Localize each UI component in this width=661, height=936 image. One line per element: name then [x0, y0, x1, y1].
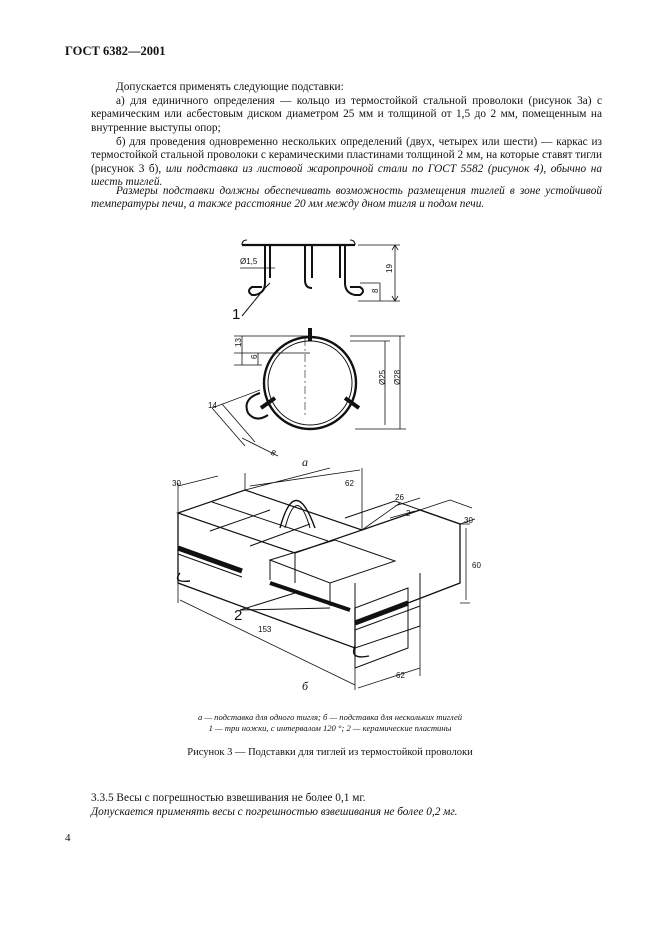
dim-top-6: 6: [250, 354, 259, 359]
dim-side-8: 8: [269, 447, 278, 458]
callout-2: 2: [234, 607, 243, 624]
dim-b-w62-top: 62: [345, 479, 354, 488]
dim-dia-25: Ø25: [378, 369, 387, 385]
dim-b-d62: 62: [396, 671, 405, 680]
figure-label-a: а: [302, 455, 308, 469]
figure-legend-line-1: а — подставка для одного тигля; б — подставка для нескольких тиглей: [197, 712, 463, 722]
callout-1: 1: [232, 306, 241, 323]
document-header: ГОСТ 6382—2001: [65, 44, 166, 58]
section-3-3-5-note: Допускается применять весы с погрешностью взвешивания не более 0,2 мг.: [91, 806, 458, 818]
section-3-3-5: 3.3.5 Весы с погрешностью взвешивания не более 0,1 мг.: [91, 792, 366, 804]
sizes-note-text: Размеры подставки должны обеспечивать возможность размещения тиглей в зоне устойчивой температуры печи, а также расстояние 20 мм между дном тигля и подом печи.: [91, 185, 602, 211]
figure-legend-line-2: 1 — три ножки, с интервалом 120 °; 2 — керамические пластины: [208, 723, 452, 733]
dim-top-13: 13: [234, 338, 243, 347]
stand-a-plan-view: [208, 328, 406, 469]
dim-b-r30: 30: [464, 516, 473, 525]
paragraph-sizes-note: [91, 185, 602, 212]
item-b-text: б) для проведения одновременно нескольких определений (двух, четырех или шести) — каркас из термостойкой стальной проволоки с керамическими пластинами толщиной 2 мм, на которые ставят тигли (рисунок 3 б),: [91, 136, 602, 175]
dim-b-len153: 153: [258, 625, 272, 634]
figure-3: [150, 228, 510, 698]
dim-dia-28: Ø28: [393, 369, 402, 385]
dim-side-14: 14: [208, 401, 217, 410]
stand-a-side-view: [232, 240, 400, 323]
item-b-italic-text: или подставка из листовой жаропрочной стали по ГОСТ 5582 (рисунок 4), обычно на шесть тиглей.: [91, 162, 602, 189]
figure-3-drawing: [150, 228, 510, 698]
dim-b-h60: 60: [472, 561, 481, 570]
stand-b-isometric: [172, 468, 481, 693]
dim-b-w30: 30: [172, 479, 181, 488]
intro-text: Допускается применять следующие подставки:: [116, 81, 344, 93]
item-a-text: а) для единичного определения — кольцо из термостойкой стальной проволоки (рисунок 3а) с керамическим или асбестовым диском диаметром 25 мм и толщиной от 1,5 до 2 мм, помещенным на внутренние выступы опор;: [91, 95, 602, 134]
page-number: 4: [65, 832, 71, 844]
dim-wire-dia: Ø1,5: [240, 257, 258, 266]
dim-b-t2: 2: [406, 509, 411, 518]
paragraph-intro: [91, 81, 602, 94]
dim-b-w26: 26: [395, 493, 404, 502]
paragraph-item-b: [91, 136, 602, 190]
dim-leg-foot-8: 8: [371, 288, 380, 293]
figure-label-b: б: [302, 679, 309, 693]
dim-height-19: 19: [385, 264, 394, 273]
paragraph-item-a: [91, 95, 602, 135]
figure-title: Рисунок 3 — Подставки для тиглей из термостойкой проволоки: [187, 747, 473, 758]
